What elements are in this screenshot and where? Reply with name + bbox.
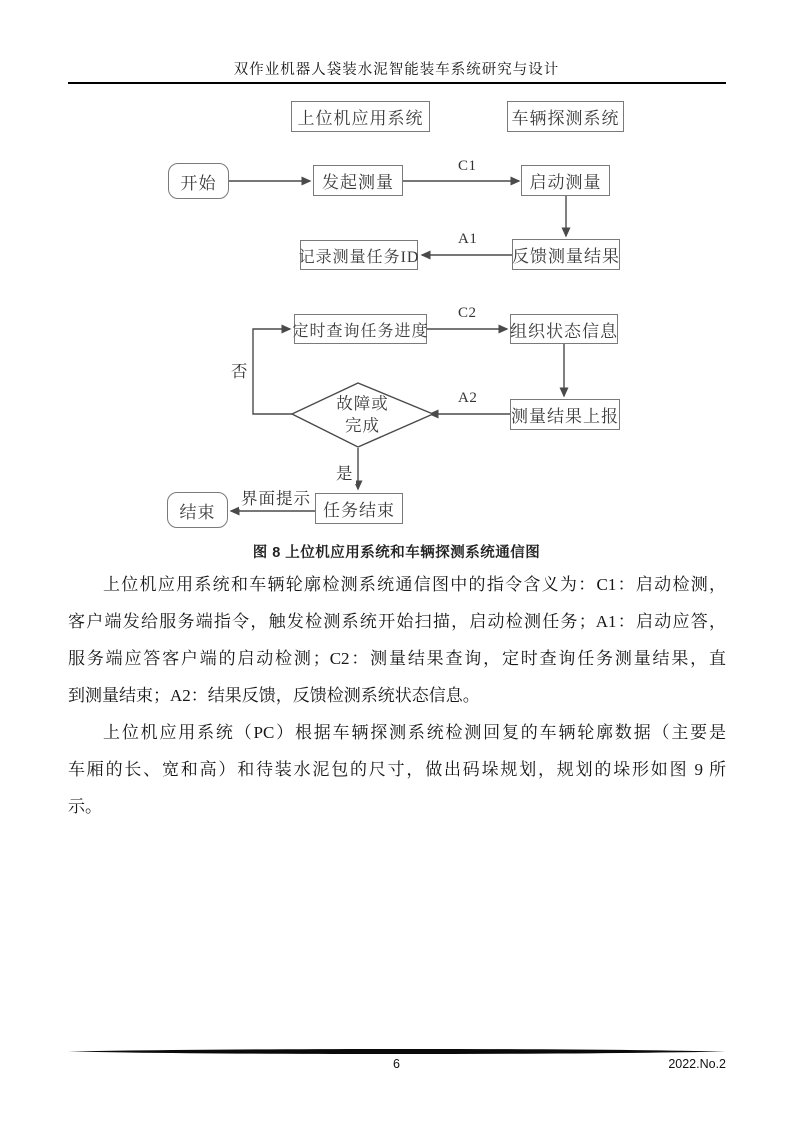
body-text bbox=[68, 566, 726, 825]
edge-label-a2: A2 bbox=[458, 390, 478, 406]
page-number: 6 bbox=[393, 1057, 400, 1071]
figure-caption: 图 8 上位机应用系统和车辆探测系统通信图 bbox=[252, 545, 541, 561]
edge-label-no: 否 bbox=[229, 358, 251, 382]
paragraph2-line: 上位机应用系统（PC）根据车辆探测系统检测回复的车辆轮廓数据（主要是 bbox=[103, 723, 726, 742]
flow-node-record-task-id: 记录测量任务ID bbox=[300, 240, 418, 270]
flow-node-decision bbox=[292, 383, 433, 447]
lane-host-app-system: 上位机应用系统 bbox=[291, 101, 430, 132]
running-head-title: 双作业机器人袋装水泥智能装车系统研究与设计 bbox=[233, 62, 560, 78]
paragraph1-line: 客户端发给服务端指令，触发检测系统开始扫描，启动检测任务；A1：启动应答， bbox=[68, 612, 726, 631]
paragraph1-line: 到测量结束；A2：结果反馈，反馈检测系统状态信息。 bbox=[68, 686, 480, 705]
flow-node-start: 开始 bbox=[168, 163, 229, 199]
flow-node-poll-progress: 定时查询任务进度 bbox=[294, 314, 427, 344]
edge-label-a1: A1 bbox=[458, 231, 478, 247]
edge-label-ui-prompt: 界面提示 bbox=[239, 485, 313, 509]
flow-node-report-result: 测量结果上报 bbox=[510, 399, 620, 430]
flow-node-feedback-result: 反馈测量结果 bbox=[512, 239, 620, 270]
flowchart-connectors bbox=[0, 0, 793, 560]
loop-no-connector bbox=[253, 329, 292, 414]
paragraph2-line: 示。 bbox=[68, 797, 102, 816]
paragraph1-line: 服务端应答客户端的启动检测；C2：测量结果查询，定时查询任务测量结果，直 bbox=[68, 649, 726, 668]
flow-node-task-end: 任务结束 bbox=[315, 493, 403, 524]
flow-node-organize-status: 组织状态信息 bbox=[510, 314, 618, 344]
edge-label-c2: C2 bbox=[458, 305, 477, 321]
edge-label-yes: 是 bbox=[334, 460, 356, 484]
flow-node-initiate-measure: 发起测量 bbox=[313, 165, 403, 196]
paragraph1-line: 上位机应用系统和车辆轮廓检测系统通信图中的指令含义为：C1：启动检测， bbox=[103, 575, 726, 594]
flow-node-end: 结束 bbox=[167, 492, 228, 528]
edge-label-c1: C1 bbox=[458, 158, 477, 174]
lane-vehicle-detect-system: 车辆探测系统 bbox=[507, 101, 624, 132]
paragraph2-line: 车厢的长、宽和高）和待装水泥包的尺寸，做出码垛规划，规划的垛形如图 9 所 bbox=[68, 760, 726, 779]
issue-label: 2022.No.2 bbox=[668, 1057, 726, 1071]
flow-node-start-measure: 启动测量 bbox=[521, 165, 610, 196]
decision-line-2: 完成 bbox=[345, 416, 380, 435]
decision-line-1: 故障或 bbox=[336, 393, 389, 413]
